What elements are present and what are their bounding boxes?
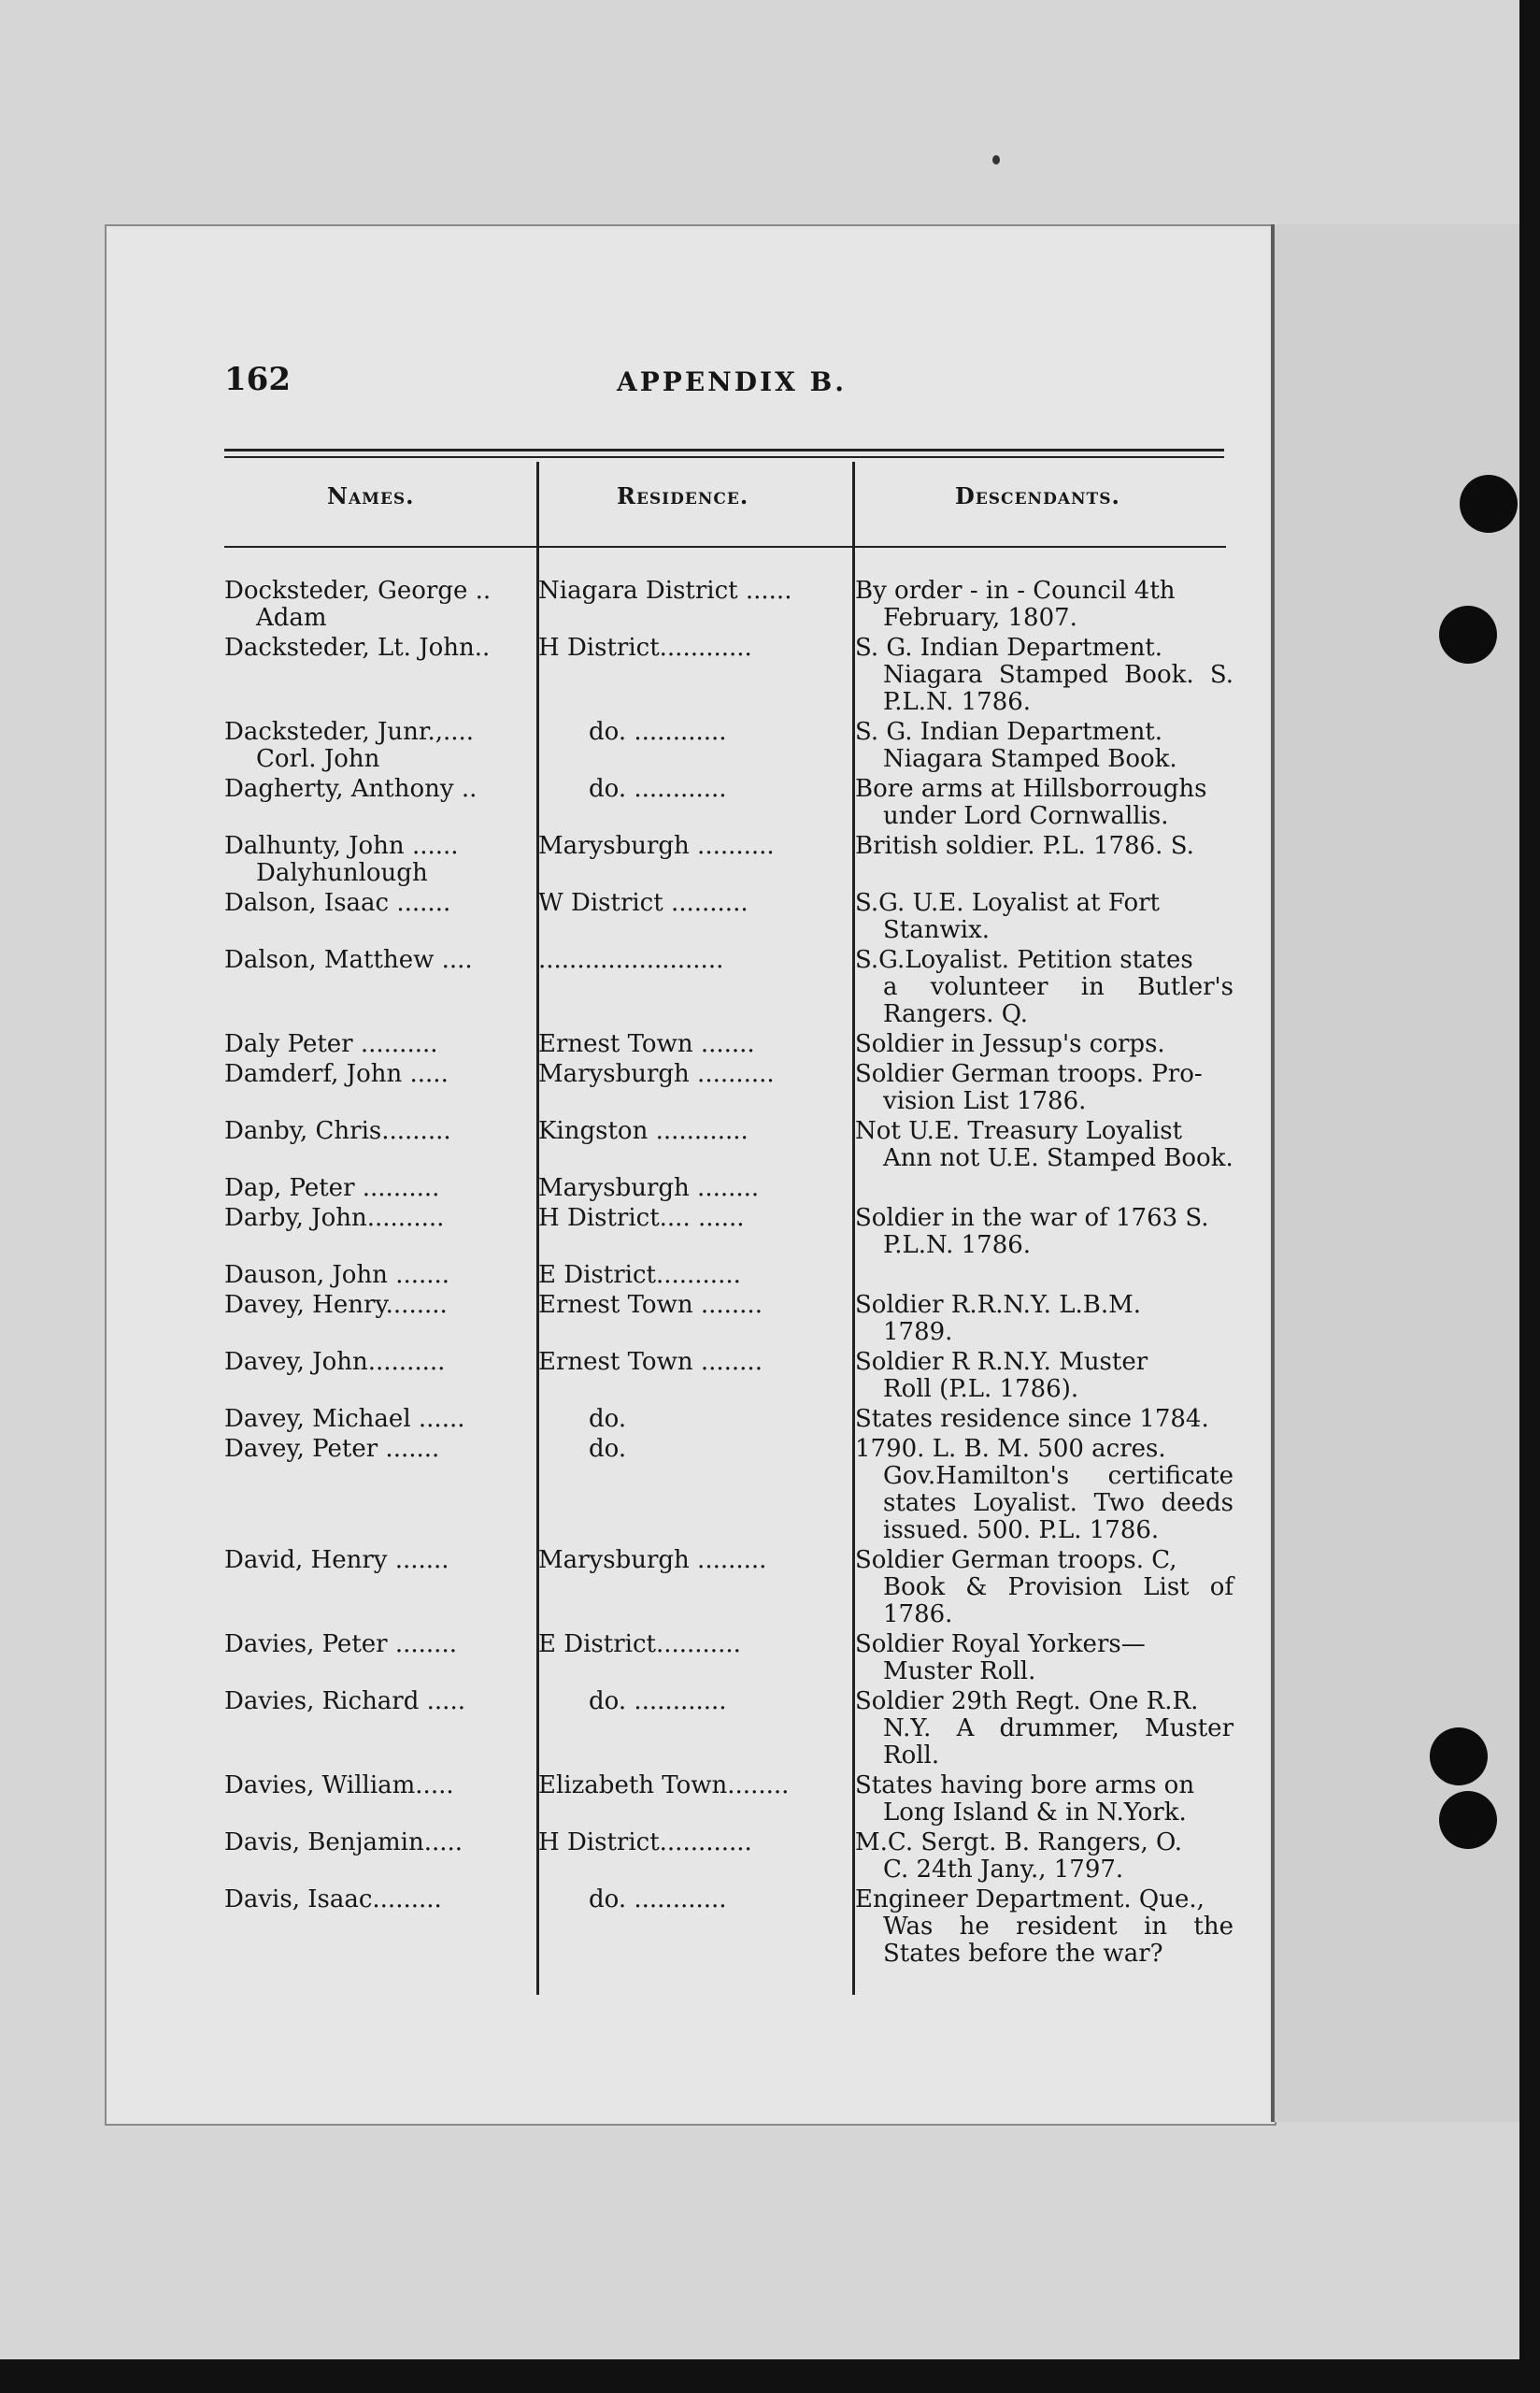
table-row — [224, 578, 1233, 632]
name-cell: Darby, John.......... — [224, 1204, 445, 1232]
descendants-cell: States having bore arms on — [855, 1771, 1195, 1799]
table-row — [224, 1292, 1233, 1346]
scan-border-bottom — [0, 2359, 1540, 2393]
page-header: APPENDIX B. — [617, 366, 848, 397]
name-cell: Dacksteder, Lt. John.. — [224, 634, 491, 662]
descendants-cell: S.G.Loyalist. Petition states — [855, 946, 1193, 974]
name-cell: Davey, Michael ...... — [224, 1405, 465, 1433]
descendants-cell-cont: Long Island & in N.York. — [883, 1798, 1187, 1827]
residence-cell: Ernest Town ....... — [538, 1030, 755, 1058]
descendants-cell-cont: a volunteer in Butler's Rangers. Q. — [883, 973, 1233, 1028]
descendants-cell-cont: Stanwix. — [883, 916, 991, 944]
descendants-cell-cont: 1789. — [883, 1318, 953, 1346]
name-cell: David, Henry ....... — [224, 1546, 449, 1574]
table-row — [224, 1061, 1233, 1115]
descendants-cell-cont: Book & Provision List of 1786. — [883, 1573, 1233, 1628]
residence-cell: Marysburgh ........ — [538, 1174, 760, 1202]
descendants-cell-cont: February, 1807. — [883, 604, 1077, 632]
binder-hole-2 — [1439, 606, 1497, 664]
descendants-cell: Soldier Royal Yorkers— — [855, 1630, 1146, 1658]
residence-cell: do. ............ — [589, 1885, 727, 1913]
table-row — [224, 719, 1233, 773]
descendants-cell-cont: Niagara Stamped Book. S. P.L.N. 1786. — [883, 661, 1233, 716]
table-row — [224, 1436, 1233, 1544]
descendants-cell-cont: N.Y. A drummer, Muster Roll. — [883, 1714, 1233, 1770]
residence-cell: Elizabeth Town........ — [538, 1771, 790, 1799]
descendants-cell-cont: Muster Roll. — [883, 1657, 1036, 1685]
residence-cell: W District .......... — [538, 889, 749, 917]
name-cell: Dap, Peter .......... — [224, 1174, 440, 1202]
column-header-descendants: Descendants. — [955, 482, 1120, 509]
residence-cell: do. — [589, 1405, 627, 1433]
residence-cell: H District............ — [538, 1828, 752, 1856]
residence-cell: Ernest Town ........ — [538, 1291, 763, 1319]
descendants-cell: Soldier in the war of 1763 S. — [855, 1204, 1209, 1232]
header-rule-double — [224, 456, 1224, 458]
name-cell: Davey, Henry........ — [224, 1291, 448, 1319]
column-head-rule — [224, 546, 1226, 548]
table-row — [224, 1772, 1233, 1827]
table-row — [224, 1688, 1233, 1770]
name-cell: Danby, Chris......... — [224, 1117, 451, 1145]
descendants-cell: Soldier German troops. Pro- — [855, 1060, 1203, 1088]
name-cell: Dalson, Matthew .... — [224, 946, 473, 974]
residence-cell: Ernest Town ........ — [538, 1348, 763, 1376]
descendants-cell: States residence since 1784. — [855, 1405, 1209, 1433]
name-cell: Dalhunty, John ...... — [224, 832, 459, 860]
residence-cell: E District........... — [538, 1261, 741, 1289]
name-cell: Dauson, John ....... — [224, 1261, 450, 1289]
name-cell: Dacksteder, Junr.,.... — [224, 718, 475, 746]
table-row — [224, 1349, 1233, 1403]
descendants-cell-cont: Was he resident in the States before the war? — [883, 1913, 1233, 1968]
residence-cell: H District.... ...... — [538, 1204, 745, 1232]
descendants-cell-cont: Roll (P.L. 1786). — [883, 1375, 1079, 1403]
column-header-names: Names. — [327, 482, 415, 509]
descendants-cell: S.G. U.E. Loyalist at Fort — [855, 889, 1160, 917]
table-row — [224, 1118, 1233, 1172]
name-cell: Davis, Benjamin..... — [224, 1828, 463, 1856]
table-row — [224, 1205, 1233, 1259]
ink-spot — [992, 155, 1000, 165]
records-table — [224, 578, 1233, 1970]
residence-cell: do. ............ — [589, 775, 727, 803]
name-cell: Davies, Richard ..... — [224, 1687, 465, 1715]
descendants-cell: Soldier in Jessup's corps. — [855, 1030, 1165, 1058]
table-row — [224, 890, 1233, 944]
name-cell-cont: Adam — [256, 604, 327, 632]
table-row — [224, 947, 1233, 1028]
table-row — [224, 776, 1233, 830]
residence-cell: E District........... — [538, 1630, 741, 1658]
descendants-cell: Not U.E. Treasury Loyalist — [855, 1117, 1183, 1145]
table-row — [224, 1886, 1233, 1968]
descendants-cell-cont: Gov.Hamilton's certificate states Loyalist. Two deeds issued. 500. P.L. 1786. — [883, 1462, 1233, 1544]
descendants-cell-cont: P.L.N. 1786. — [883, 1231, 1032, 1259]
descendants-cell-cont: vision List 1786. — [883, 1087, 1087, 1115]
name-cell: Daly Peter .......... — [224, 1030, 438, 1058]
header-rule-top — [224, 449, 1224, 451]
descendants-cell: Engineer Department. Que., — [855, 1885, 1205, 1913]
residence-cell: Marysburgh .......... — [538, 1060, 775, 1088]
residence-cell: do. ............ — [589, 1687, 727, 1715]
descendants-cell: Soldier German troops. C, — [855, 1546, 1177, 1574]
descendants-cell: Bore arms at Hillsborroughs — [855, 775, 1207, 803]
table-row — [224, 1547, 1233, 1628]
name-cell: Dagherty, Anthony .. — [224, 775, 478, 803]
table-row — [224, 1829, 1233, 1884]
descendants-cell: 1790. L. B. M. 500 acres. — [855, 1435, 1166, 1463]
descendants-cell: M.C. Sergt. B. Rangers, O. — [855, 1828, 1183, 1856]
residence-cell: do. ............ — [589, 718, 727, 746]
descendants-cell-cont: under Lord Cornwallis. — [883, 802, 1169, 830]
table-row — [224, 1406, 1233, 1433]
descendants-cell: British soldier. P.L. 1786. S. — [855, 832, 1194, 860]
name-cell-cont: Corl. John — [256, 745, 380, 773]
binder-hole-1 — [1460, 475, 1518, 533]
binder-hole-3 — [1430, 1727, 1488, 1785]
name-cell: Davey, John.......... — [224, 1348, 446, 1376]
descendants-cell-cont: C. 24th Jany., 1797. — [883, 1856, 1124, 1884]
name-cell: Damderf, John ..... — [224, 1060, 449, 1088]
descendants-cell: Soldier R R.N.Y. Muster — [855, 1348, 1148, 1376]
name-cell: Davis, Isaac......... — [224, 1885, 442, 1913]
residence-cell: Niagara District ...... — [538, 577, 792, 605]
table-row — [224, 833, 1233, 887]
descendants-cell: S. G. Indian Department. — [855, 634, 1163, 662]
table-row — [224, 635, 1233, 716]
page-number: 162 — [224, 361, 291, 398]
residence-cell: Marysburgh ......... — [538, 1546, 767, 1574]
residence-cell: do. — [589, 1435, 627, 1463]
descendants-cell: Soldier 29th Regt. One R.R. — [855, 1687, 1199, 1715]
descendants-cell: By order - in - Council 4th — [855, 577, 1176, 605]
table-row — [224, 1262, 1233, 1289]
name-cell: Davies, Peter ........ — [224, 1630, 457, 1658]
name-cell: Docksteder, George .. — [224, 577, 492, 605]
descendants-cell: Soldier R.R.N.Y. L.B.M. — [855, 1291, 1141, 1319]
residence-cell: H District............ — [538, 634, 752, 662]
residence-cell: Kingston ............ — [538, 1117, 749, 1145]
binder-hole-4 — [1439, 1791, 1497, 1849]
descendants-cell-cont: Niagara Stamped Book. — [883, 745, 1177, 773]
table-row — [224, 1175, 1233, 1202]
descendants-cell: S. G. Indian Department. — [855, 718, 1163, 746]
name-cell-cont: Dalyhunlough — [256, 859, 428, 887]
table-row — [224, 1631, 1233, 1685]
residence-cell: ........................ — [538, 946, 724, 974]
scan-border-right — [1519, 0, 1540, 2393]
name-cell: Davies, William..... — [224, 1771, 454, 1799]
descendants-cell-cont: Ann not U.E. Stamped Book. — [883, 1144, 1233, 1172]
name-cell: Davey, Peter ....... — [224, 1435, 440, 1463]
table-row — [224, 1031, 1233, 1058]
column-header-residence: Residence. — [617, 482, 749, 509]
name-cell: Dalson, Isaac ....... — [224, 889, 451, 917]
residence-cell: Marysburgh .......... — [538, 832, 775, 860]
